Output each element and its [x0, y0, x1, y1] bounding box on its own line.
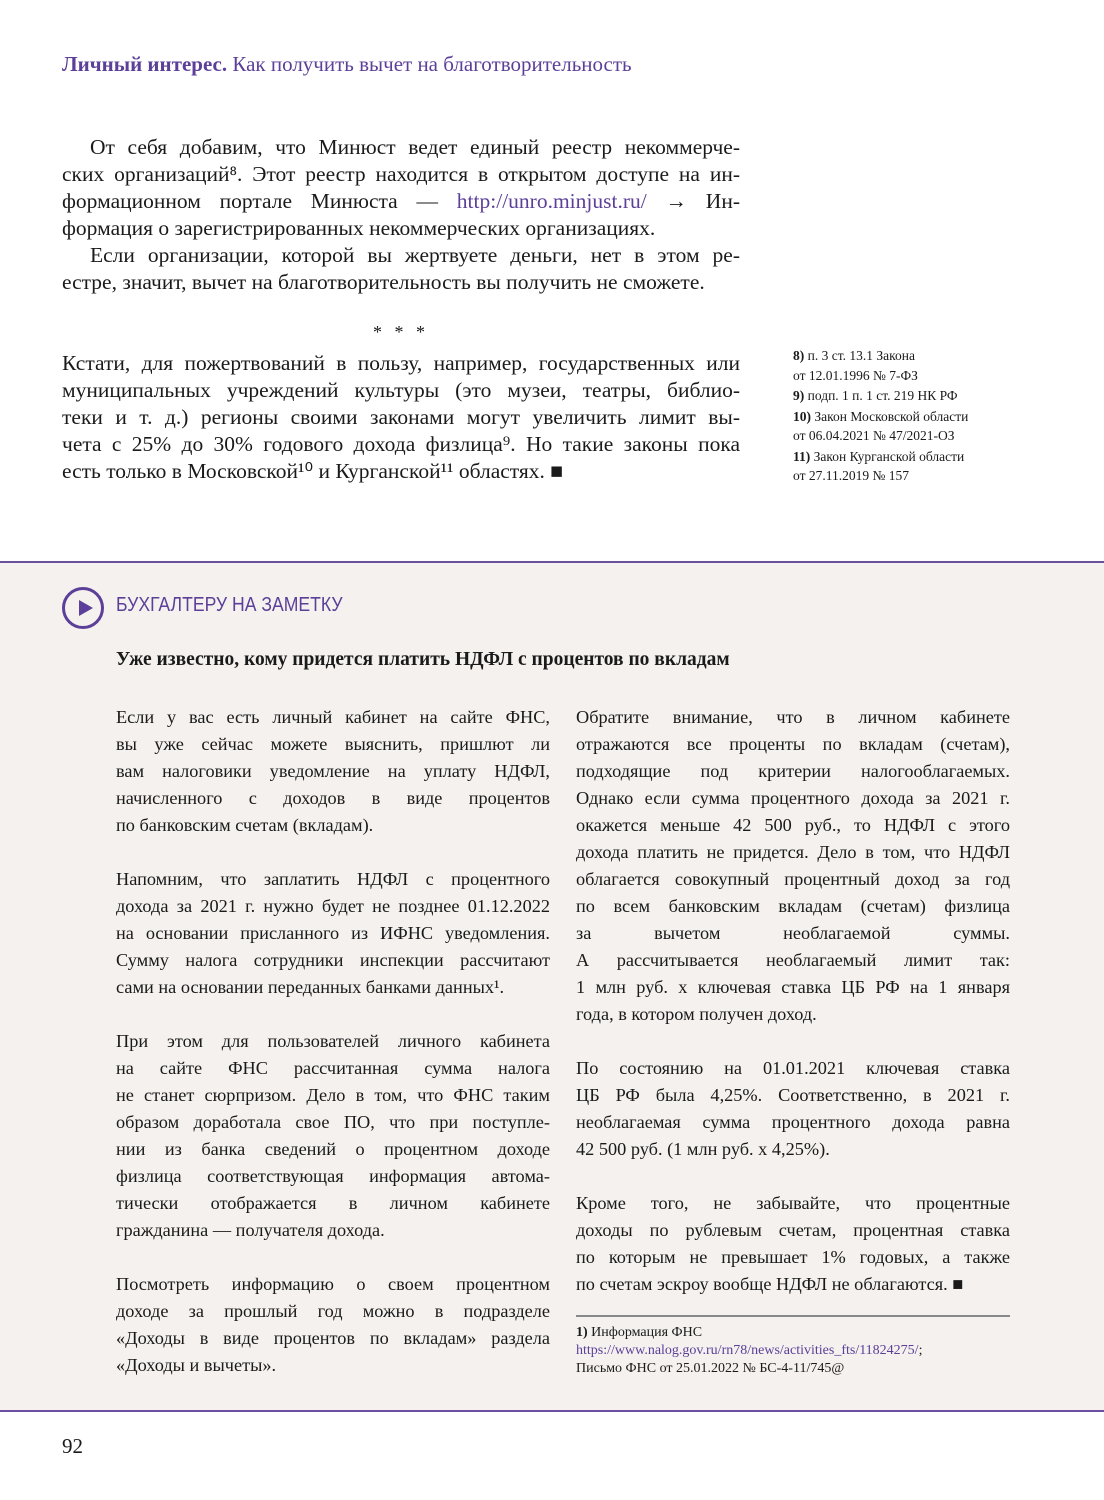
- text-line: вы уже сейчас можете выяснить, пришлют ли: [116, 734, 550, 754]
- text-line: окажется меньше 42 500 руб., то НДФЛ с этого: [576, 815, 1010, 835]
- text-line: «Доходы в виде процентов по вкладам» раздела: [116, 1328, 550, 1348]
- text-line: «Доходы и вычеты».: [116, 1355, 277, 1375]
- text-line: чета с 25% до 30% годового дохода физлица⁹. Но такие законы пока: [62, 432, 740, 456]
- text-line: необлагаемая сумма процентного дохода равна: [576, 1112, 1010, 1132]
- footnote-letter: Письмо ФНС от 25.01.2022 № БС-4-11/745@: [576, 1361, 845, 1376]
- play-icon: [62, 587, 104, 629]
- text-line: Однако если сумма процентного дохода за 2021 г.: [576, 788, 1010, 808]
- footnote-number: 1): [576, 1325, 588, 1340]
- text-line: Посмотреть информацию о своем процентном: [116, 1274, 550, 1294]
- text-line: года, в котором получен доход.: [576, 1004, 817, 1024]
- box-footnote: [576, 1324, 922, 1378]
- footnote-number: 10): [793, 408, 811, 424]
- box-left-column: [116, 704, 550, 1406]
- text-line: теки и т. д.) регионы своими законами могут увеличить лимит вы-: [62, 405, 740, 429]
- text-line: Если организации, которой вы жертвуете деньги, нет в этом ре-: [90, 243, 740, 267]
- text-line: на основании присланного из ИФНС уведомления.: [116, 923, 550, 943]
- minjust-link[interactable]: http://unro.minjust.ru/: [456, 189, 647, 213]
- text-line: 1 млн руб. х ключевая ставка ЦБ РФ на 1 января: [576, 977, 1010, 997]
- box-paragraph: [576, 1190, 1010, 1298]
- text-line: формация о зарегистрированных некоммерческих организациях.: [62, 216, 656, 240]
- paragraph-1: [62, 134, 740, 242]
- text-line: образом доработала свое ПО, что при поступле-: [116, 1112, 550, 1132]
- text-line: При этом для пользователей личного кабинета: [116, 1031, 550, 1051]
- page-number: 92: [62, 1434, 83, 1458]
- text-line: Обратите внимание, что в личном кабинете: [576, 707, 1010, 727]
- article-title: Как получить вычет на благотворительность: [232, 52, 632, 76]
- footnote-text: от 06.04.2021 № 47/2021-ОЗ: [793, 428, 955, 443]
- text-line: Кстати, для пожертвований в пользу, например, государственных или: [62, 351, 740, 375]
- paragraph-3: [62, 350, 740, 485]
- text-line: по банковским счетам (вкладам).: [116, 815, 374, 835]
- footnote-9: [793, 386, 968, 406]
- text-line: Если у вас есть личный кабинет на сайте ФНС,: [116, 707, 550, 727]
- text: ;: [918, 1343, 923, 1358]
- text-line: тически отображается в личном кабинете: [116, 1193, 550, 1213]
- box-paragraph: [576, 704, 1010, 1028]
- text-line: по всем банковским вкладам (счетам) физлица: [576, 896, 1010, 916]
- text-line: естре, значит, вычет на благотворительность вы получить не сможете.: [62, 270, 705, 294]
- text-line: начисленного с доходов в виде процентов: [116, 788, 550, 808]
- footnote-10: [793, 407, 968, 446]
- text-line: А рассчитывается необлагаемый лимит так:: [576, 950, 1010, 970]
- text-line: дохода за 2021 г. нужно будет не позднее 01.12.2022: [116, 896, 550, 916]
- footnote-number: 8): [793, 348, 805, 363]
- text: → Ин-: [646, 189, 740, 213]
- text-line: муниципальных учреждений культуры (это музеи, театры, библио-: [62, 378, 740, 402]
- text-line: облагается совокупный процентный доход за год: [576, 869, 1010, 889]
- text-line: на сайте ФНС рассчитанная сумма налога: [116, 1058, 550, 1078]
- text-line: ских организаций⁸. Этот реестр находится в открытом доступе на ин-: [62, 162, 740, 186]
- separator: * * *: [373, 322, 429, 342]
- footnote-text: от 27.11.2019 № 157: [793, 468, 909, 483]
- paragraph-2: [62, 242, 740, 296]
- footnote-text: подп. 1 п. 1 ст. 219 НК РФ: [807, 388, 958, 403]
- nalog-link[interactable]: https://www.nalog.gov.ru/rn78/news/activities_fts/11824275/: [576, 1343, 919, 1358]
- box-paragraph: [576, 1055, 1010, 1163]
- text-line: по которым не превышает 1% годовых, а также: [576, 1247, 1010, 1267]
- text-line: ЦБ РФ была 4,25%. Соответственно, в 2021 г.: [576, 1085, 1010, 1105]
- text-line: От себя добавим, что Минюст ведет единый реестр некоммерче-: [90, 135, 740, 159]
- box-paragraph: [116, 704, 550, 839]
- box-heading: Уже известно, кому придется платить НДФЛ с процентов по вкладам: [116, 649, 730, 670]
- text-line: доходы по рублевым счетам, процентная ставка: [576, 1220, 1010, 1240]
- sidenotes: [793, 346, 968, 487]
- text-line: по счетам эскроу вообще НДФЛ не облагаются. ■: [576, 1274, 964, 1294]
- text-line: По состоянию на 01.01.2021 ключевая ставка: [576, 1058, 1010, 1078]
- text-line: вам налоговики уведомление на уплату НДФЛ,: [116, 761, 550, 781]
- text-line: нии из банка сведений о процентном доходе: [116, 1139, 550, 1159]
- box-label: БУХГАЛТЕРУ НА ЗАМЕТКУ: [116, 594, 343, 616]
- text-line: гражданина — получателя дохода.: [116, 1220, 385, 1240]
- footnote-number: 9): [793, 388, 805, 403]
- footnote-11: [793, 447, 968, 486]
- running-header: [62, 52, 632, 77]
- text-line: Напомним, что заплатить НДФЛ с процентного: [116, 869, 550, 889]
- text-line: за вычетом необлагаемой суммы.: [576, 923, 1010, 943]
- text: формационном портале Минюста —: [62, 189, 457, 213]
- box-paragraph: [116, 866, 550, 1001]
- section-name: Личный интерес.: [62, 52, 228, 76]
- footnote-title: Информация ФНС: [591, 1325, 703, 1340]
- text-line: есть только в Московской¹⁰ и Курганской¹¹ областях. ■: [62, 459, 564, 483]
- text-line: 42 500 руб. (1 млн руб. х 4,25%).: [576, 1139, 830, 1159]
- text-line: Кроме того, не забывайте, что процентные: [576, 1193, 1010, 1213]
- text-line: дохода платить не придется. Дело в том, что НДФЛ: [576, 842, 1010, 862]
- footnote-divider: [576, 1315, 1010, 1317]
- text-line: подходящие под критерии налогооблагаемых.: [576, 761, 1010, 781]
- text-line: физлица соответствующая информация автома-: [116, 1166, 550, 1186]
- box-right-column: [576, 704, 1010, 1325]
- text-line: отражаются все проценты по вкладам (счетам),: [576, 734, 1010, 754]
- footnote-text: п. 3 ст. 13.1 Закона: [807, 348, 915, 363]
- text-line: доходе за прошлый год можно в подразделе: [116, 1301, 550, 1321]
- footnote-number: 11): [793, 448, 811, 464]
- footnote-8: [793, 346, 968, 385]
- text-line: [62, 188, 740, 215]
- box-paragraph: [116, 1271, 550, 1379]
- footnote-text: от 12.01.1996 № 7-ФЗ: [793, 367, 918, 383]
- footnote-text: Закон Московской области: [814, 408, 969, 424]
- box-paragraph: [116, 1028, 550, 1244]
- footnote-text: Закон Курганской области: [813, 448, 965, 464]
- text-line: сами на основании переданных банками данных¹.: [116, 977, 505, 997]
- text-line: не станет сюрпризом. Дело в том, что ФНС таким: [116, 1085, 550, 1105]
- text-line: Сумму налога сотрудники инспекции рассчитают: [116, 950, 550, 970]
